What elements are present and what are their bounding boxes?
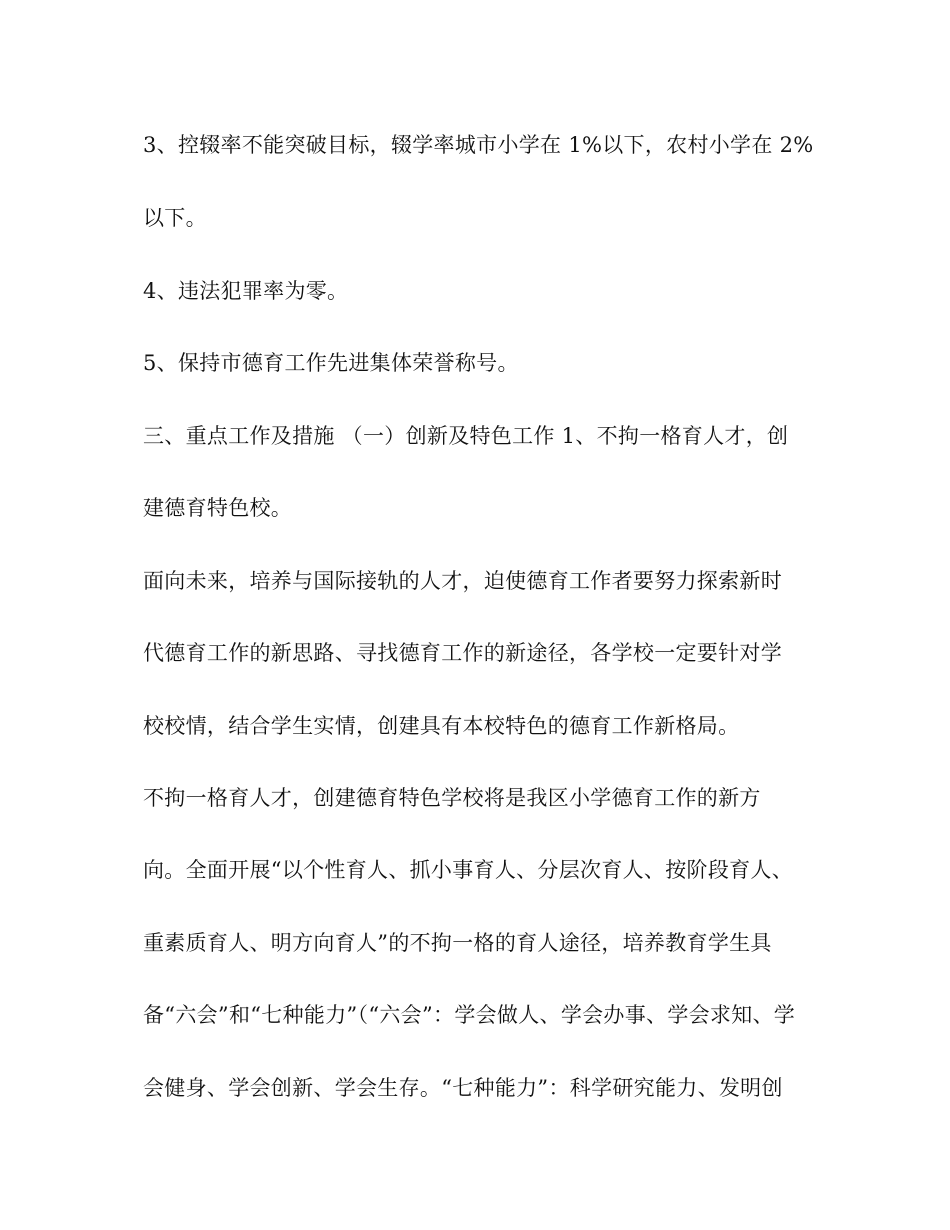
- text-line: 3、控辍率不能突破目标，辍学率城市小学在 1%以下，农村小学在 2%: [143, 133, 814, 157]
- text-line: 向。全面开展“以个性育人、抓小事育人、分层次育人、按阶段育人、: [143, 858, 794, 882]
- text-line: 会健身、学会创新、学会生存。“七种能力”：科学研究能力、发明创: [143, 1076, 783, 1100]
- text-line: 建德育特色校。: [143, 496, 293, 520]
- text-line: 面向未来，培养与国际接轨的人才，迫使德育工作者要努力探索新时: [143, 569, 782, 593]
- text-line: 4、违法犯罪率为零。: [143, 279, 349, 303]
- text-line: 5、保持市德育工作先进集体荣誉称号。: [143, 351, 519, 375]
- text-line: 校校情，结合学生实情，创建具有本校特色的德育工作新格局。: [143, 714, 740, 738]
- text-line: 三、重点工作及措施 （一）创新及特色工作 1、不拘一格育人才，创: [143, 424, 789, 448]
- text-line: 以下。: [143, 206, 207, 230]
- text-line: 不拘一格育人才，创建德育特色学校将是我区小学德育工作的新方: [143, 786, 761, 810]
- text-line: 重素质育人、明方向育人”的不拘一格的育人途径，培养教育学生具: [143, 931, 772, 955]
- text-line: 备“六会”和“七种能力”（“六会”：学会做人、学会办事、学会求知、学: [143, 1003, 796, 1027]
- text-line: 代德育工作的新思路、寻找德育工作的新途径，各学校一定要针对学: [143, 641, 782, 665]
